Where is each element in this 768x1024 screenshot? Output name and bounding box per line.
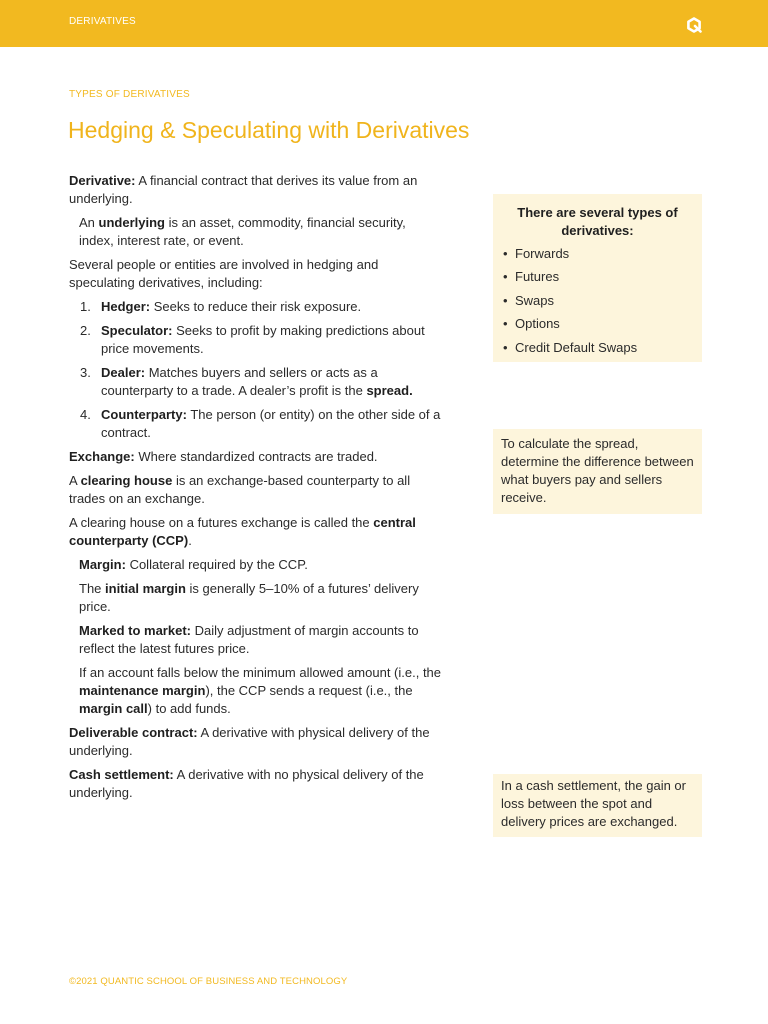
list-item: • Forwards [503,246,570,261]
list-item: 2. Speculator: Seeks to profit by making predictions about price movements. [80,323,425,356]
list-item: 3. Dealer: Matches buyers and sellers or acts as a counterparty to a trade. A dealer’s profit is the spread. [80,365,413,398]
deliverable-contract-definition: Deliverable contract: A derivative with physical delivery of the underlying. [69,725,430,758]
header-section-label: DERIVATIVES [69,16,136,27]
derivative-definition: Derivative: A financial contract that derives its value from an underlying. [69,173,418,206]
main-content [69,172,441,808]
derivative-types-list [501,245,694,357]
exchange-definition: Exchange: Where standardized contracts are traded. [69,449,378,464]
list-item: • Swaps [503,292,555,308]
clearing-house-definition: A clearing house is an exchange-based counterparty to all trades on an exchange. [69,473,411,506]
margin-call-definition: If an account falls below the minimum allowed amount (i.e., the maintenance margin), the CCP sends a request (i.e., the margin call) to add funds. [79,665,442,716]
list-item: • Options [503,316,560,332]
participants-intro: Several people or entities are involved in hedging and speculating derivatives, including: [69,257,379,290]
cash-settlement-note: In a cash settlement, the gain or loss between the spot and delivery prices are exchanged. [493,774,702,837]
participants-list [69,298,441,442]
marked-to-market-definition: Marked to market: Daily adjustment of margin accounts to reflect the latest futures price. [79,623,419,656]
underlying-definition: An underlying is an asset, commodity, financial security, index, interest rate, or event. [79,215,406,248]
list-item: • Credit Default Swaps [503,339,638,355]
page-header [0,0,768,47]
cash-settlement-definition: Cash settlement: A derivative with no physical delivery of the underlying. [69,767,424,800]
ccp-definition: A clearing house on a futures exchange is called the central counterparty (CCP). [69,515,416,548]
derivative-types-box [493,194,702,362]
copyright-footer: ©2021 QUANTIC SCHOOL OF BUSINESS AND TECHNOLOGY [69,976,348,987]
list-item: 4. Counterparty: The person (or entity) on the other side of a contract. [80,407,441,440]
list-item: • Futures [503,269,560,285]
derivative-types-title: There are several types of derivatives: [517,205,678,238]
margin-definition: Margin: Collateral required by the CCP. [79,557,308,572]
quantic-logo-icon [686,17,702,33]
page-title: Hedging & Speculating with Derivatives [68,117,470,143]
section-eyebrow: TYPES OF DERIVATIVES [69,89,190,100]
initial-margin-definition: The initial margin is generally 5–10% of a futures’ delivery price. [79,581,419,614]
spread-note: To calculate the spread, determine the difference between what buyers pay and sellers receive. [493,429,702,514]
list-item: 1. Hedger: Seeks to reduce their risk exposure. [80,299,362,314]
